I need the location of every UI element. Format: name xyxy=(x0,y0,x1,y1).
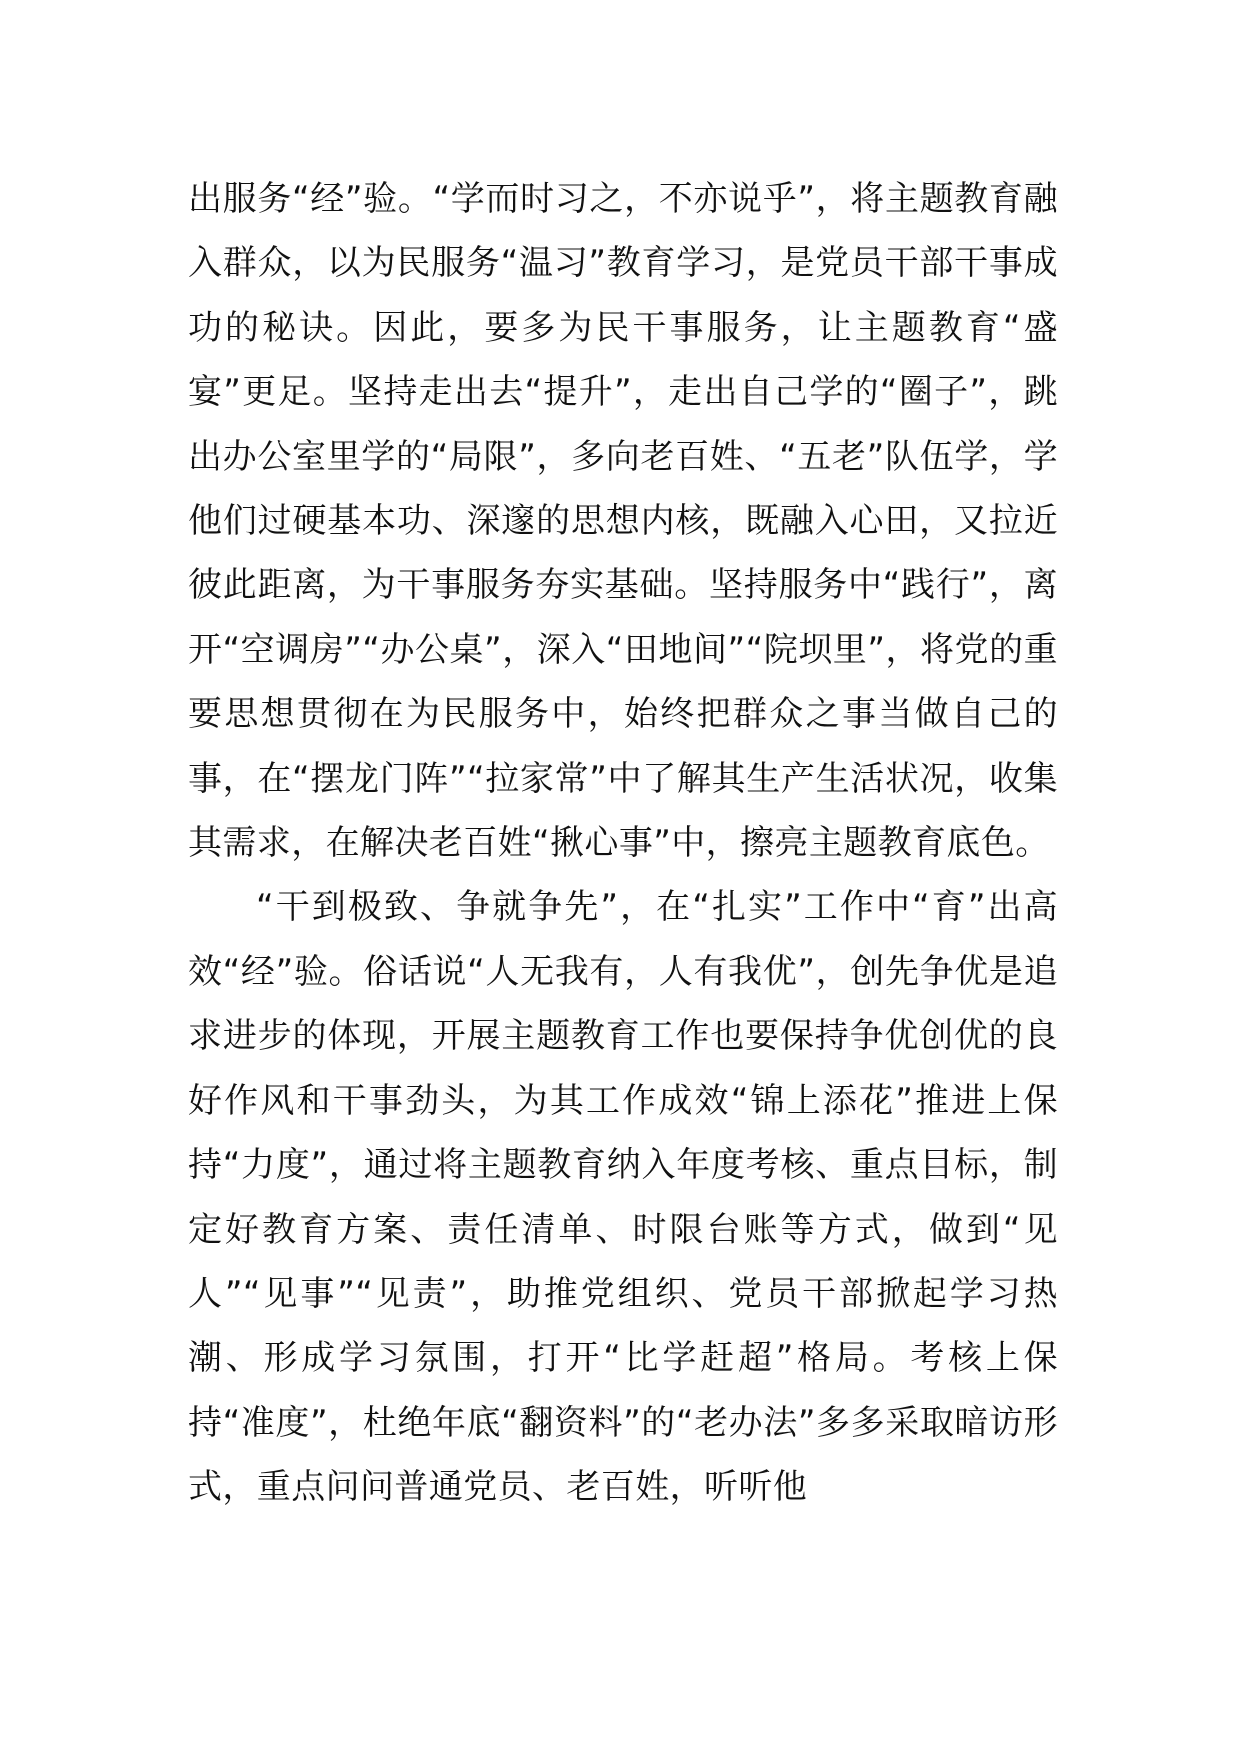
paragraph-1: 出服务“经”验。“学而时习之，不亦说乎”，将主题教育融入群众，以为民服务“温习”教育学习，是党员干部干事成功的秘诀。因此，要多为民干事服务，让主题教育“盛宴”更足。坚持走出去“提升”，走出自己学的“圈子”，跳出办公室里学的“局限”，多向老百姓、“五老”队伍学，学他们过硬基本功、深邃的思想内核，既融入心田，又拉近彼此距离，为干事服务夯实基础。坚持服务中“践行”，离开“空调房”“办公桌”，深入“田地间”“院坝里”，将党的重要思想贯彻在为民服务中，始终把群众之事当做自己的事，在“摆龙门阵”“拉家常”中了解其生产生活状况，收集其需求，在解决老百姓“揪心事”中，擦亮主题教育底色。 xyxy=(188,179,1058,864)
body-text xyxy=(188,167,1058,1520)
paragraph-2: “干到极致、争就争先”，在“扎实”工作中“育”出高效“经”验。俗话说“人无我有，人有我优”，创先争优是追求进步的体现，开展主题教育工作也要保持争优创优的良好作风和干事劲头，为其工作成效“锦上添花”推进上保持“力度”，通过将主题教育纳入年度考核、重点目标，制定好教育方案、责任清单、时限台账等方式，做到“见人”“见事”“见责”，助推党组织、党员干部掀起学习热潮、形成学习氛围，打开“比学赶超”格局。考核上保持“准度”，杜绝年底“翻资料”的“老办法”多多采取暗访形式，重点问问普通党员、老百姓，听听他 xyxy=(188,887,1058,1508)
